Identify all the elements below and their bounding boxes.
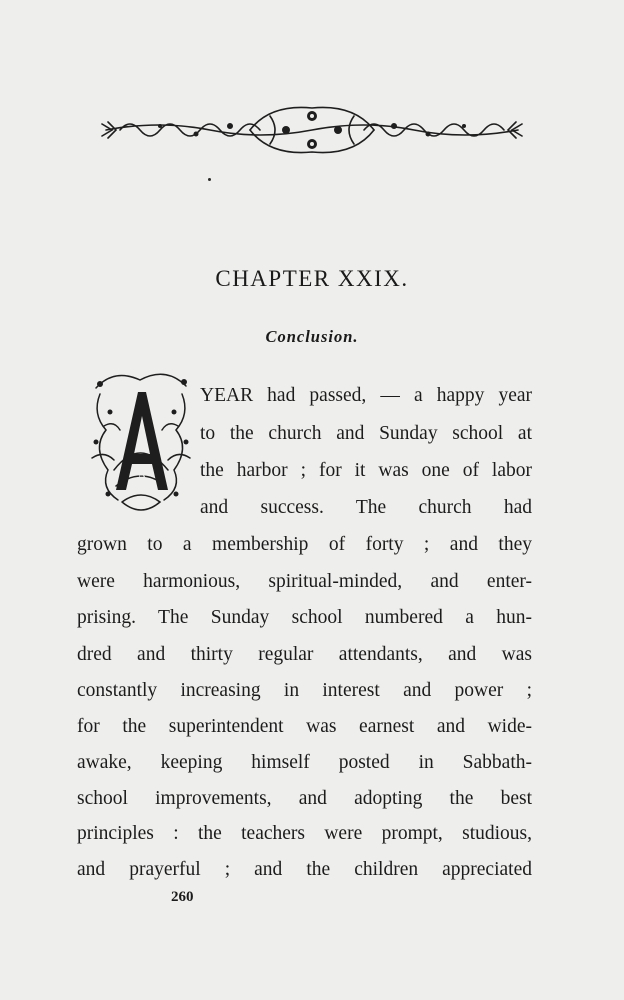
text-line: constantly increasing in interest and power ; <box>77 680 532 701</box>
page-number: 260 <box>171 889 194 905</box>
text-line: dred and thirty regular attendants, and was <box>77 644 532 665</box>
text-line: principles : the teachers were prompt, studious, <box>77 823 532 844</box>
text-line: grown to a membership of forty ; and they <box>77 534 532 555</box>
text-line: to the church and Sunday school at <box>200 423 532 444</box>
text-line: the harbor ; for it was one of labor <box>200 460 532 481</box>
text-line: were harmonious, spiritual-minded, and enter- <box>77 571 532 592</box>
text-line: and success. The church had <box>200 497 532 518</box>
decorated-initial-letter <box>86 366 196 516</box>
text-line: for the superintendent was earnest and wide- <box>77 716 532 737</box>
text-line: school improvements, and adopting the best <box>77 788 532 809</box>
ink-speck <box>208 178 211 181</box>
text-line: awake, keeping himself posted in Sabbath- <box>77 752 532 773</box>
chapter-subtitle: Conclusion. <box>265 327 359 346</box>
text-line: prising. The Sunday school numbered a hun- <box>77 607 532 628</box>
text-line: and prayerful ; and the children appreciated <box>77 859 532 880</box>
text-line: YEAR had passed, — a happy year <box>200 385 532 406</box>
floral-ornament-header <box>100 102 524 158</box>
chapter-title: CHAPTER XXIX. <box>215 266 409 291</box>
initial-letter-glyph: A <box>137 467 147 481</box>
